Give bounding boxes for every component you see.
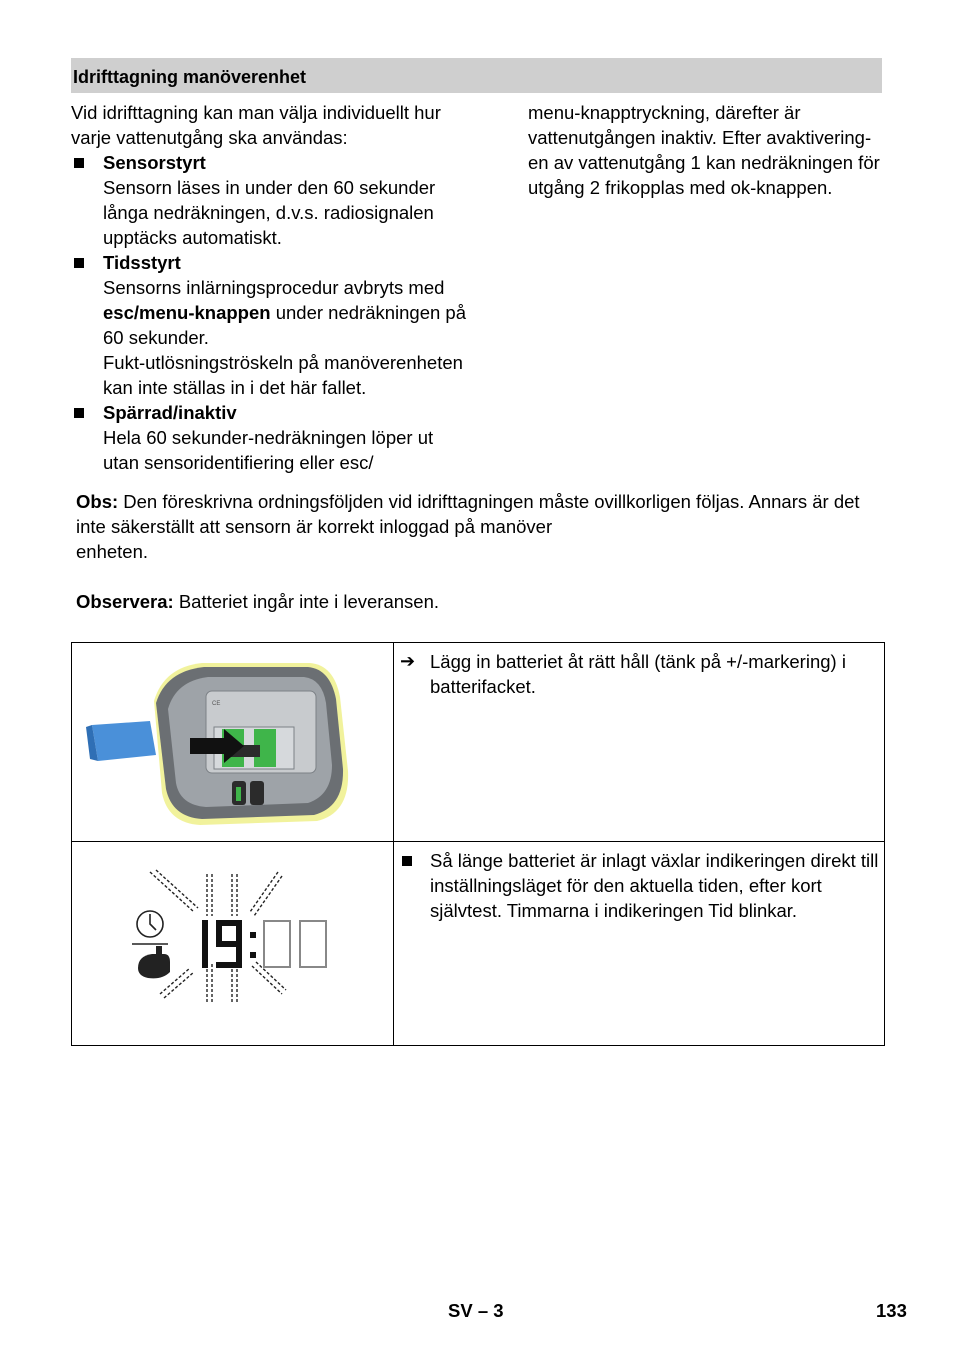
list-item xyxy=(71,250,466,400)
steps-table xyxy=(71,642,885,1046)
list-item xyxy=(71,400,466,475)
bullet-square-icon xyxy=(74,258,84,268)
step-image-cell xyxy=(72,643,394,842)
left-column xyxy=(71,100,466,475)
intro-text: Vid idrifttagning kan man välja individuellt hur varje vattenutgång ska användas: xyxy=(71,102,441,148)
obs-note xyxy=(76,489,886,564)
display-time: 19:00 xyxy=(72,842,75,843)
list-item-text xyxy=(103,275,466,350)
table-row xyxy=(72,842,885,1046)
arrow-right-icon: ➔ xyxy=(400,651,416,671)
svg-text:CE: CE xyxy=(212,701,221,707)
step-text: Så länge batteriet är inlagt växlar indikeringen direkt till inställningsläget för den aktuella tiden, efter kort självtest. Timmarna i indikeringen Tid blinkar. xyxy=(430,850,879,921)
bullet-square-icon xyxy=(74,158,84,168)
page-number: 133 xyxy=(876,1300,907,1321)
footer-section: SV – 3 xyxy=(448,1300,504,1321)
list-item xyxy=(71,150,466,250)
list-item-text: Fukt-utlösningströskeln på manöverenheten kan inte ställas in i det här fallet. xyxy=(103,352,463,398)
section-header xyxy=(71,58,882,93)
obs-label: Obs: xyxy=(76,491,119,512)
obs-text: Den föreskrivna ordningsföljden vid idrifttagningen måste ovillkorligen följas. Annars är det inte säkerställt att sensorn är korrekt inloggad på manöver xyxy=(76,491,860,537)
list-item-text: Sensorn läses in under den 60 sekunder långa nedräkningen, d.v.s. radiosignalen upptäcks automatiskt. xyxy=(103,177,436,248)
list-item-title: Sensorstyrt xyxy=(103,152,206,173)
observera-text: Batteriet ingår inte i leveransen. xyxy=(173,591,440,612)
esc-menu-button-ref: esc/menu-knappen xyxy=(103,302,271,323)
section-title: Idrifttagning manöverenhet xyxy=(73,67,307,87)
obs-text-end: enheten. xyxy=(76,541,149,562)
observera-note xyxy=(76,589,886,614)
list-item-text: Hela 60 sekunder-nedräkningen löper ut utan sensoridentifiering eller esc/ xyxy=(103,427,434,473)
bullet-square-icon xyxy=(74,408,84,418)
table-row xyxy=(72,643,885,842)
text-part: under nedräkningen på 60 sekunder. xyxy=(103,302,467,348)
right-column xyxy=(528,100,884,200)
bullet-square-icon xyxy=(402,856,412,866)
step-text: Lägg in batteriet åt rätt håll (tänk på +/-markering) i batterifacket. xyxy=(430,651,846,697)
battery-insert-illustration xyxy=(72,643,393,836)
display-time-illustration xyxy=(72,842,393,1040)
observera-label: Observera: xyxy=(76,591,174,612)
text-part: Sensorns inlärningsprocedur avbryts med xyxy=(103,277,445,298)
list-item-title: Spärrad/inaktiv xyxy=(103,402,237,423)
list-item-title: Tidsstyrt xyxy=(103,252,181,273)
step-text-cell xyxy=(394,643,885,842)
continued-text: menu-knapptryckning, därefter är vattenutgången inaktiv. Efter avaktivering-en av vattenutgång 1 kan nedräkningen för utgång 2 frikopplas med ok-knappen. xyxy=(528,102,880,198)
step-image-cell xyxy=(72,842,394,1046)
step-text-cell xyxy=(394,842,885,1046)
